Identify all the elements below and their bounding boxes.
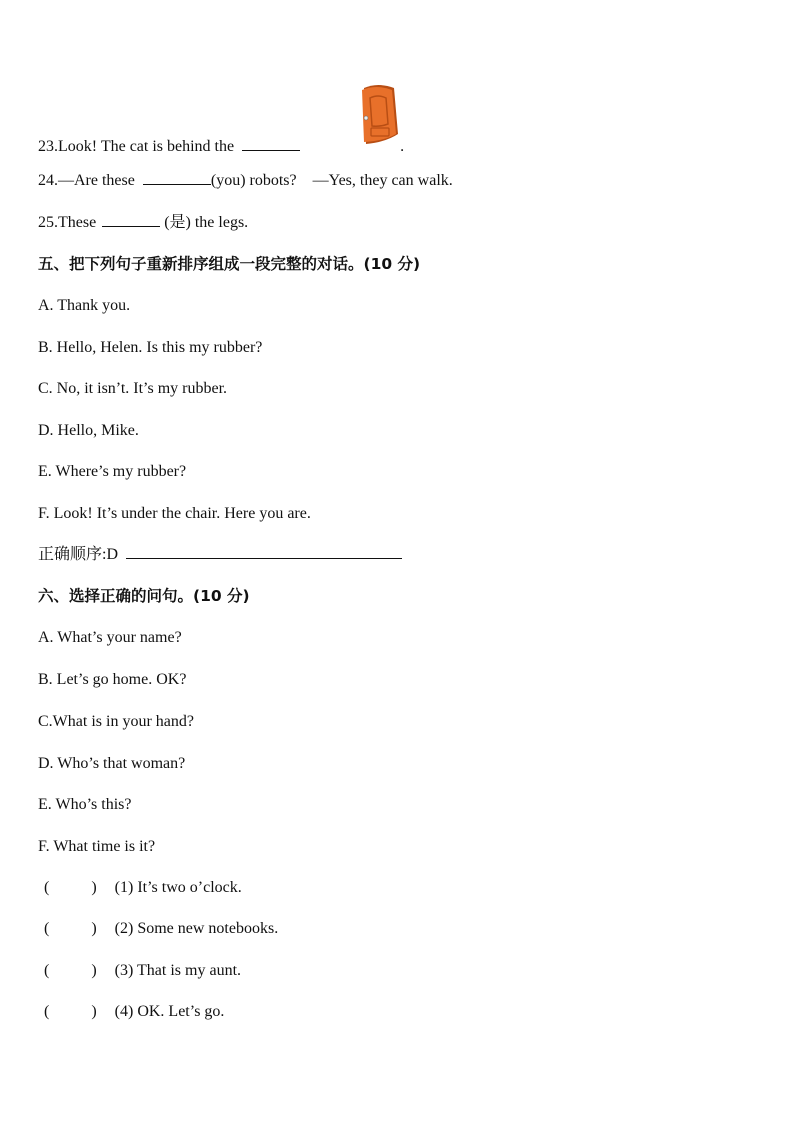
answer-paren-open: ( bbox=[44, 962, 50, 979]
answer-blank[interactable] bbox=[102, 212, 160, 227]
list-item: A. Thank you. bbox=[38, 297, 131, 314]
question-24 bbox=[38, 170, 453, 191]
question-23-end: . bbox=[400, 138, 405, 155]
list-item: C.What is in your hand? bbox=[38, 713, 194, 730]
answer-paren-open: ( bbox=[44, 1003, 50, 1020]
answer-paren-close: ) bbox=[91, 879, 97, 896]
answer-paren-close: ) bbox=[91, 1003, 97, 1020]
list-item: B. Let’s go home. OK? bbox=[38, 671, 187, 688]
answer-blank[interactable] bbox=[143, 170, 211, 185]
answer-blank[interactable] bbox=[242, 136, 300, 151]
list-item: B. Hello, Helen. Is this my rubber? bbox=[38, 339, 263, 356]
question-25-text: 25.These bbox=[38, 214, 97, 231]
list-item: C. No, it isn’t. It’s my rubber. bbox=[38, 380, 228, 397]
question-25 bbox=[38, 212, 248, 233]
list-item: E. Who’s this? bbox=[38, 796, 132, 813]
list-item: F. Look! It’s under the chair. Here you are. bbox=[38, 505, 311, 522]
list-item: D. Hello, Mike. bbox=[38, 422, 139, 439]
list-item: E. Where’s my rubber? bbox=[38, 463, 187, 480]
question-24-text: 24.—Are these bbox=[38, 172, 135, 189]
order-answer-blank[interactable] bbox=[126, 544, 402, 559]
list-item: F. What time is it? bbox=[38, 838, 156, 855]
answer-item: (2) Some new notebooks. bbox=[114, 920, 279, 937]
question-25-post: (是) the legs. bbox=[164, 214, 249, 231]
answer-item: (4) OK. Let’s go. bbox=[114, 1003, 225, 1020]
answer-item: (3) That is my aunt. bbox=[114, 962, 242, 979]
answer-paren-close: ) bbox=[91, 920, 97, 937]
answer-row bbox=[44, 961, 241, 981]
question-24-answer: —Yes, they can walk. bbox=[312, 172, 453, 189]
section-6-title: 六、选择正确的问句。(10 分) bbox=[38, 587, 250, 605]
answer-row bbox=[44, 1002, 224, 1022]
section-5-title: 五、把下列句子重新排序组成一段完整的对话。(10 分) bbox=[38, 255, 421, 273]
order-answer-row bbox=[38, 544, 402, 565]
list-item: A. What’s your name? bbox=[38, 629, 182, 646]
order-label: 正确顺序:D bbox=[38, 546, 119, 563]
answer-item: (1) It’s two o’clock. bbox=[114, 879, 242, 896]
question-24-hint: (you) robots? bbox=[210, 172, 297, 189]
answer-paren-close: ) bbox=[91, 962, 97, 979]
answer-paren-open: ( bbox=[44, 920, 50, 937]
answer-paren-open: ( bbox=[44, 879, 50, 896]
answer-row bbox=[44, 919, 278, 939]
list-item: D. Who’s that woman? bbox=[38, 755, 186, 772]
question-23-text: 23.Look! The cat is behind the bbox=[38, 138, 235, 155]
answer-row bbox=[44, 878, 242, 898]
question-23 bbox=[38, 136, 404, 157]
